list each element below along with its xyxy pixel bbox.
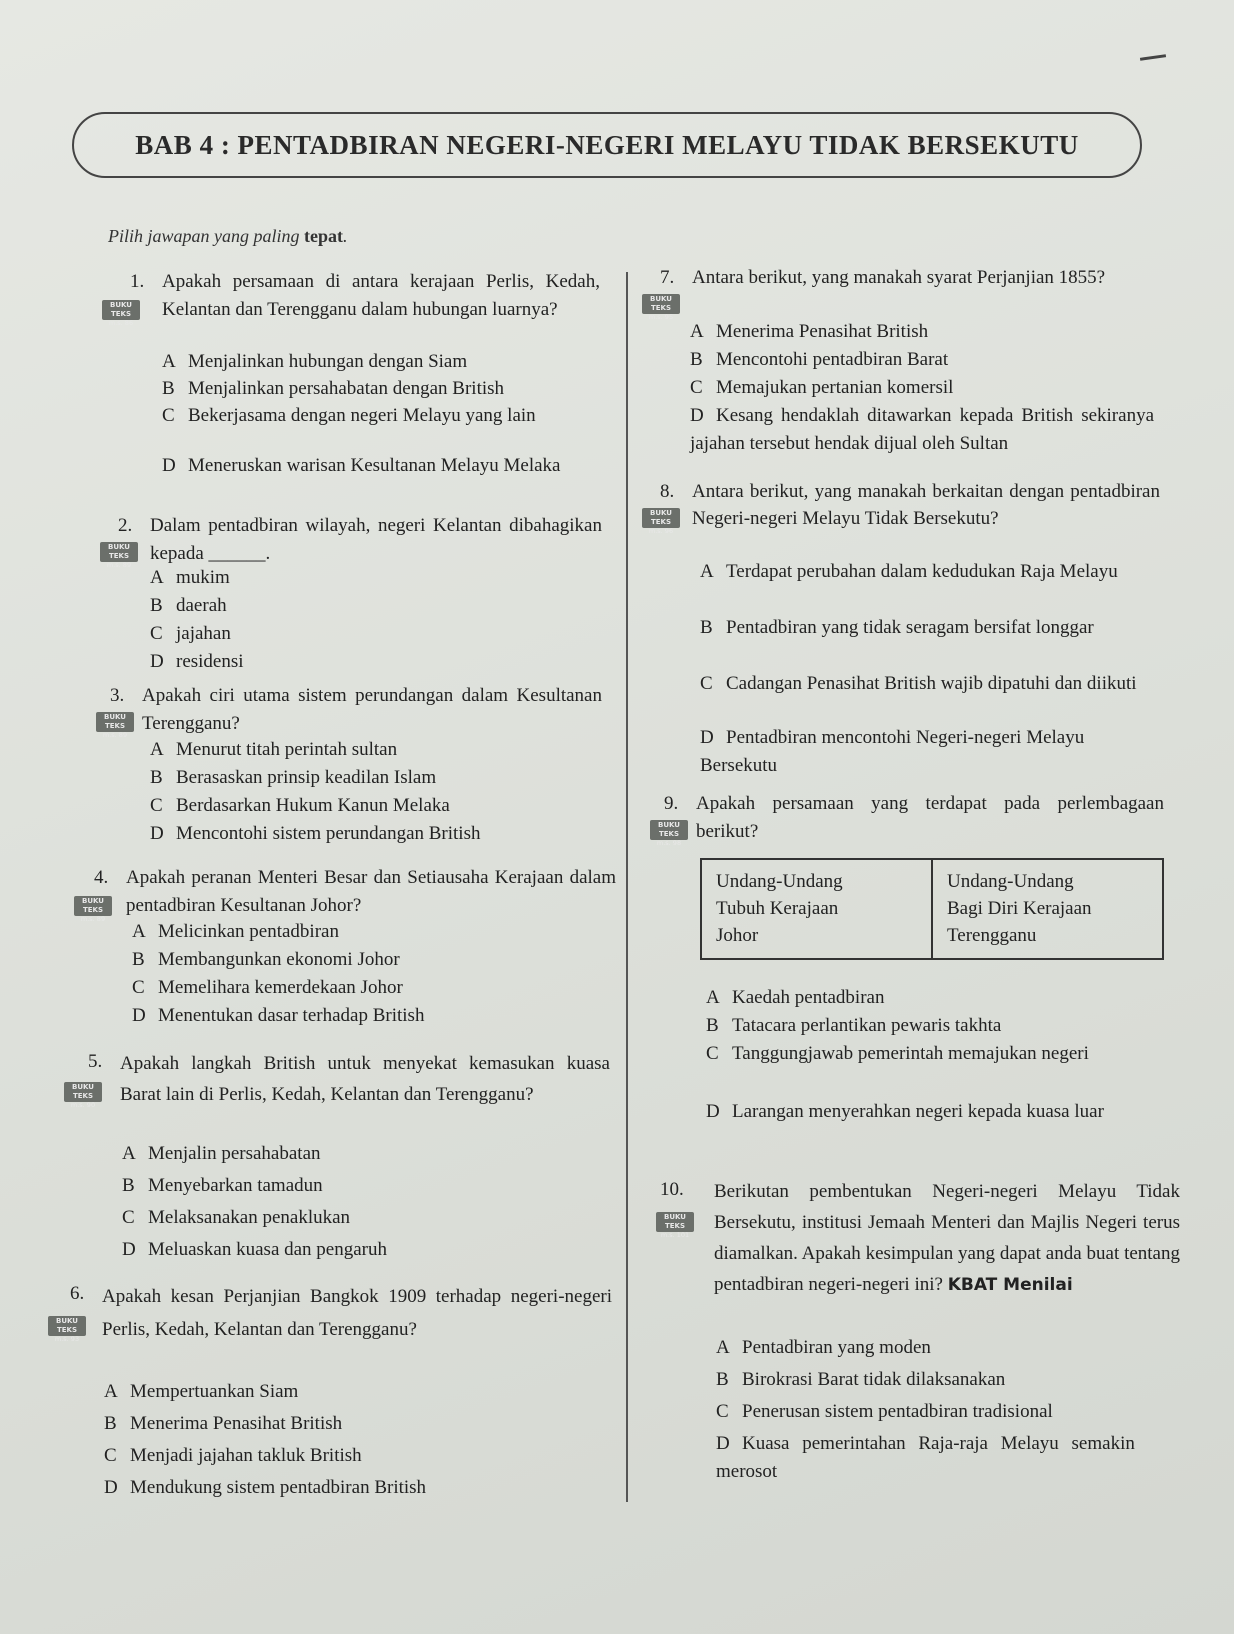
- question-stem: Apakah kesan Perjanjian Bangkok 1909 terhadap negeri-negeri Perlis, Kedah, Kelantan dan Terengganu?: [102, 1286, 612, 1340]
- option-a[interactable]: A Menerima Penasihat British: [690, 321, 929, 342]
- pen-mark: [1140, 54, 1166, 61]
- option-c[interactable]: C Penerusan sistem pentadbiran tradisional: [716, 1401, 1053, 1422]
- buku-teks-badge: BUKU TEKS m.s. 89: [74, 896, 112, 916]
- question-stem: Apakah persamaan yang terdapat pada perlembagaan berikut?: [696, 793, 1164, 842]
- option-a[interactable]: A Mempertuankan Siam: [104, 1381, 299, 1402]
- option-c[interactable]: C Cadangan Penasihat British wajib dipatuhi dan diikuti: [700, 673, 1137, 694]
- option-b[interactable]: B Berasaskan prinsip keadilan Islam: [150, 767, 437, 788]
- buku-teks-badge: BUKU TEKS m.s. 93: [48, 1316, 86, 1336]
- column-divider: [626, 272, 628, 1502]
- option-d[interactable]: D Meneruskan warisan Kesultanan Melayu Melaka: [162, 455, 561, 476]
- option-c[interactable]: C Menjadi jajahan takluk British: [104, 1445, 362, 1466]
- option-d[interactable]: D Larangan menyerahkan negeri kepada kuasa luar: [706, 1101, 1104, 1122]
- option-d[interactable]: D Mendukung sistem pentadbiran British: [104, 1477, 427, 1498]
- buku-teks-badge: BUKU TEKS m.s. 95: [642, 294, 680, 314]
- option-b[interactable]: B Menjalinkan persahabatan dengan British: [162, 378, 505, 399]
- option-a[interactable]: A Pentadbiran yang moden: [716, 1337, 931, 1358]
- option-a[interactable]: A mukim: [150, 567, 230, 588]
- option-b[interactable]: B daerah: [150, 595, 227, 616]
- question-stem: Apakah peranan Menteri Besar dan Setiausaha Kerajaan dalam pentadbiran Kesultanan Johor?: [126, 867, 616, 916]
- option-a[interactable]: A Menjalin persahabatan: [122, 1143, 321, 1164]
- question-stem: Antara berikut, yang manakah syarat Perjanjian 1855?: [692, 267, 1106, 288]
- option-a[interactable]: A Menurut titah perintah sultan: [150, 739, 398, 760]
- option-b[interactable]: B Pentadbiran yang tidak seragam bersifat longgar: [700, 617, 1094, 638]
- question-stem: Antara berikut, yang manakah berkaitan dengan pentadbiran Negeri-negeri Melayu Tidak Bersekutu?: [692, 481, 1160, 529]
- option-c[interactable]: C Memelihara kemerdekaan Johor: [132, 977, 403, 998]
- chapter-title-box: [72, 112, 1142, 178]
- option-d[interactable]: D Pentadbiran mencontohi Negeri-negeri Melayu Bersekutu: [700, 727, 1085, 776]
- question-stem: Apakah ciri utama sistem perundangan dalam Kesultanan Terengganu?: [142, 685, 602, 734]
- option-b[interactable]: B Birokrasi Barat tidak dilaksanakan: [716, 1369, 1006, 1390]
- option-d[interactable]: D Kesang hendaklah ditawarkan kepada British sekiranya jajahan tersebut hendak dijual oleh Sultan: [690, 405, 1154, 454]
- option-b[interactable]: B Membangunkan ekonomi Johor: [132, 949, 400, 970]
- question-stem: Berikutan pembentukan Negeri-negeri Melayu Tidak Bersekutu, institusi Jemaah Menteri dan Majlis Negeri terus diamalkan. Apakah kesimpulan yang dapat anda buat tentang pentadbiran negeri-negeri ini? KBAT Menilai: [714, 1181, 1180, 1295]
- buku-teks-badge: BUKU TEKS m.s. 89: [96, 712, 134, 732]
- instruction: Pilih jawapan yang paling tepat.: [108, 226, 348, 246]
- option-c[interactable]: C Melaksanakan penaklukan: [122, 1207, 351, 1228]
- table-column-left: Undang-Undang Tubuh Kerajaan Johor: [702, 860, 933, 958]
- table-column-right: Undang-Undang Bagi Diri Kerajaan Terengganu: [947, 871, 1092, 946]
- buku-teks-badge: BUKU TEKS m.s. 101: [656, 1212, 694, 1232]
- option-d[interactable]: D Kuasa pemerintahan Raja-raja Melayu semakin merosot: [716, 1433, 1135, 1482]
- option-c[interactable]: C Berdasarkan Hukum Kanun Melaka: [150, 795, 450, 816]
- worksheet-page: BAB 4 : PENTADBIRAN NEGERI-NEGERI MELAYU TIDAK BERSEKUTU Pilih jawapan yang paling tepat. 1. BUKU TEKS m.s. 86 Apakah persamaan di antara kerajaan Perlis, Kedah, Kelantan dan Terengganu dalam hubungan luarnya? A Menjalinkan hubungan dengan Siam B Menjalinkan persahabatan dengan British C Bekerjasama dengan negeri Melayu yang lain D Meneruskan warisan Kesultanan Melayu Melaka 2. BUKU TEKS m.s. 89 Dalam pentadbiran wilayah, negeri Kelantan dibahagikan kepada ______. A mukim B daerah C jajahan D residensi 3. BUKU TEKS m.s. 89 Apakah ciri utama sistem perundangan dalam Kesultanan Terengganu? A Menurut titah perintah sultan B Berasaskan prinsip keadilan Islam C Berdasarkan Hukum Kanun Melaka D Mencontohi sistem perundangan British 4. BUKU TEKS m.s. 89 Apakah peranan Menteri Besar dan Setiausaha Kerajaan dalam pentadbiran Kesultanan Johor? A Melicinkan pentadbiran B Membangunkan ekonomi Johor C Memelihara kemerdekaan Johor D Menentukan dasar terhadap British 5. BUKU TEKS m.s. 90 Apakah langkah British untuk menyekat kemasukan kuasa Barat lain di Perlis, Kedah, Kelantan dan Terengganu? A Menjalin persahabatan B Menyebarkan tamadun C Melaksanakan penaklukan D Meluaskan kuasa dan pengaruh 6. BUKU TEKS m.s. 93 Apakah kesan Perjanjian Bangkok 1909 terhadap negeri-negeri Perlis, Kedah, Kelantan dan Terengganu? A Mempertuankan Siam B Menerima Penasihat British C Menjadi jajahan takluk British D Mendukung sistem pentadbiran British 7. BUKU TEKS m.s. 95 Antara berikut, yang manakah syarat Perjanjian 1855? A Menerima Penasihat British B Mencontohi pentadbiran Barat C Memajukan pertanian komersil D Kesang hendaklah ditawarkan kepada British sekiranya jajahan tersebut hendak dijual oleh Sultan 8. BUKU TEKS m.s. 96 Antara berikut, yang manakah berkaitan dengan pentadbiran Negeri-negeri Melayu Tidak Bersekutu? A Terdapat perubahan dalam kedudukan Raja Melayu B Pentadbiran yang tidak seragam bersifat longgar C Cadangan Penasihat British wajib dipatuhi dan diikuti D Pentadbiran mencontohi Negeri-negeri Melayu Bersekutu 9. BUKU TEKS m.s. 98 Apakah persamaan yang terdapat pada perlembagaan berikut? Undang-Undang Tubuh Kerajaan Johor Undang-Undang Bagi Diri Kerajaan Terengganu A Kaedah pentadbiran B Tatacara perlantikan pewaris takhta C Tanggungjawab pemerintah memajukan negeri D Larangan menyerahkan negeri kepada kuasa luar 10. BUKU TEKS m.s. 101 Berikutan pembentukan Negeri-negeri Melayu Tidak Bersekutu, institusi Jemaah Menteri dan Majlis Negeri terus diamalkan. Apakah kesimpulan yang dapat anda buat tentang pentadbiran negeri-negeri ini? KBAT Menilai A Pentadbiran yang moden B Birokrasi Barat tidak dilaksanakan C Penerusan sistem pentadbiran tradisional D Kuasa pemerintahan Raja-raja Melayu semakin merosot: [0, 0, 1234, 1634]
- option-d[interactable]: D Meluaskan kuasa dan pengaruh: [122, 1239, 388, 1260]
- option-b[interactable]: B Mencontohi pentadbiran Barat: [690, 349, 949, 370]
- buku-teks-badge: BUKU TEKS m.s. 90: [64, 1082, 102, 1102]
- option-c[interactable]: C jajahan: [150, 623, 231, 644]
- buku-teks-badge: BUKU TEKS m.s. 96: [642, 508, 680, 528]
- comparison-table: [700, 858, 1164, 960]
- option-d[interactable]: D Mencontohi sistem perundangan British: [150, 823, 481, 844]
- option-c[interactable]: C Tanggungjawab pemerintah memajukan negeri: [706, 1043, 1089, 1064]
- option-c[interactable]: C Bekerjasama dengan negeri Melayu yang lain: [162, 405, 536, 426]
- question-stem: Dalam pentadbiran wilayah, negeri Kelantan dibahagikan kepada ______.: [150, 515, 602, 564]
- option-b[interactable]: B Menyebarkan tamadun: [122, 1175, 323, 1196]
- question-stem: Apakah langkah British untuk menyekat kemasukan kuasa Barat lain di Perlis, Kedah, Kelantan dan Terengganu?: [120, 1053, 610, 1105]
- buku-teks-badge: BUKU TEKS m.s. 89: [100, 542, 138, 562]
- option-a[interactable]: A Melicinkan pentadbiran: [132, 921, 339, 942]
- buku-teks-badge: BUKU TEKS m.s. 86: [102, 300, 140, 320]
- handwritten-note: KBAT Menilai: [947, 1275, 1073, 1295]
- option-a[interactable]: A Menjalinkan hubungan dengan Siam: [162, 351, 468, 372]
- option-b[interactable]: B Tatacara perlantikan pewaris takhta: [706, 1015, 1002, 1036]
- option-a[interactable]: A Terdapat perubahan dalam kedudukan Raja Melayu: [700, 561, 1118, 582]
- option-b[interactable]: B Menerima Penasihat British: [104, 1413, 343, 1434]
- option-d[interactable]: D residensi: [150, 651, 244, 672]
- option-c[interactable]: C Memajukan pertanian komersil: [690, 377, 954, 398]
- question-stem: Apakah persamaan di antara kerajaan Perlis, Kedah, Kelantan dan Terengganu dalam hubungan luarnya?: [162, 271, 600, 320]
- buku-teks-badge: BUKU TEKS m.s. 98: [650, 820, 688, 840]
- option-a[interactable]: A Kaedah pentadbiran: [706, 987, 885, 1008]
- option-d[interactable]: D Menentukan dasar terhadap British: [132, 1005, 425, 1026]
- chapter-title: BAB 4 : PENTADBIRAN NEGERI-NEGERI MELAYU TIDAK BERSEKUTU: [135, 129, 1079, 160]
